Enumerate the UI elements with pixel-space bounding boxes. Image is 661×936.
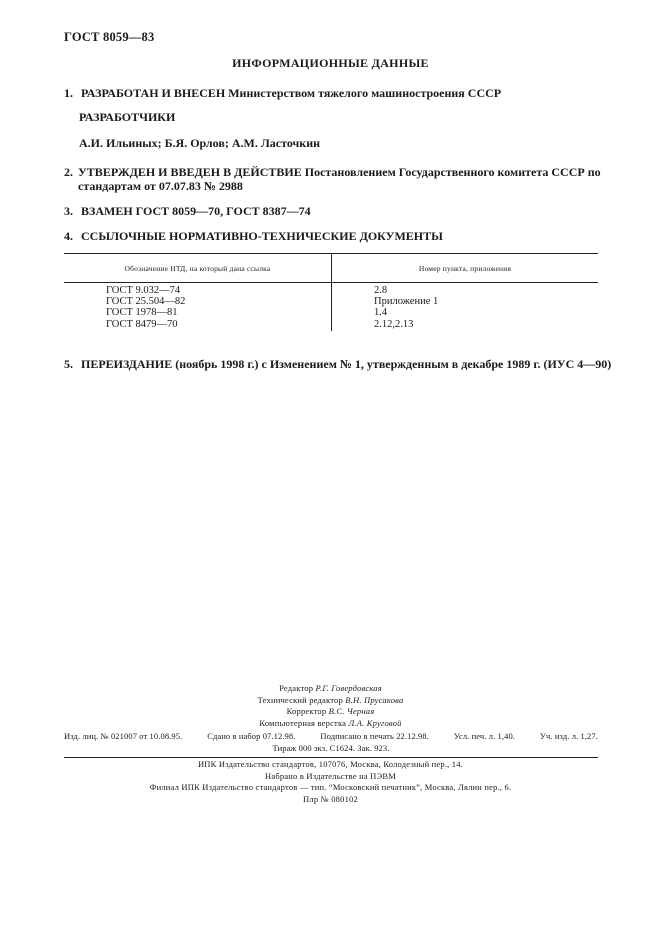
printing-line-1: ИПК Издательство стандартов, 107076, Москва, Колодезный пер., 14. [197, 759, 464, 769]
layout-name: Л.А. Круговой [348, 717, 402, 728]
signed-to-print-text: Подписано в печать 22.12.98. [320, 731, 429, 741]
item-number: 5. [64, 357, 73, 371]
item-text: ПЕРЕИЗДАНИЕ (ноябрь 1998 г.) с Изменением № 1, утвержденным в декабре 1989 г. (ИУС 4—90) [81, 357, 612, 371]
item-number: 2. [64, 165, 73, 179]
tech-editor-name: В.Н. Прусакова [345, 694, 404, 705]
tech-editor-label: Технический редактор [257, 694, 343, 705]
info-item-4 [64, 229, 443, 243]
layout-line [0, 718, 661, 730]
publisher-sheets-text: Уч. изд. л. 1,27. [539, 731, 598, 741]
corrector-label: Корректор [286, 706, 327, 716]
developers-names: А.И. Ильиных; Б.Я. Орлов; А.М. Ласточкин [79, 136, 321, 150]
table-cell: ГОСТ 1978—81 [106, 307, 178, 319]
editor-name: Р.Г. Говердовская [315, 683, 382, 693]
editor-label: Редактор [279, 683, 314, 693]
imprint-block [0, 683, 661, 729]
item-number: 3. [64, 204, 73, 218]
item-text: РАЗРАБОТАН И ВНЕСЕН Министерством тяжелого машиностроения СССР [81, 86, 502, 100]
tech-editor-line [0, 695, 661, 707]
circulation-text: Тираж 000 экз. С1624. Зак. 923. [272, 742, 390, 753]
document-column [64, 283, 332, 332]
print-sheets-text: Усл. печ. л. 1,40. [453, 731, 516, 741]
table-cell: Приложение 1 [374, 296, 439, 308]
item-text: ВЗАМЕН ГОСТ 8059—70, ГОСТ 8387—74 [81, 204, 311, 218]
table-row [64, 283, 598, 332]
license-text: Изд. лиц. № 021007 от 10.08.95. [64, 731, 183, 741]
table-cell: ГОСТ 25.504—82 [106, 296, 186, 308]
table-cell: ГОСТ 8479—70 [106, 318, 178, 330]
corrector-line [0, 706, 661, 718]
publication-details [64, 731, 598, 754]
table-cell: 2.12,2.13 [374, 318, 414, 330]
item-text-line2: стандартам от 07.07.83 № 2988 [78, 179, 243, 193]
column-header-document: Обозначение НТД, на который дана ссылка [64, 254, 332, 283]
printing-line-4: Плр № 080102 [303, 793, 358, 804]
sent-to-typeset-text: Сдано в набор 07.12.98. [207, 731, 296, 741]
item-text-line1: УТВЕРЖДЕН И ВВЕДЕН В ДЕЙСТВИЕ Постановлением Государственного комитета СССР по [78, 165, 601, 179]
item-number: 1. [64, 86, 73, 100]
document-code: ГОСТ 8059—83 [64, 30, 155, 44]
developers-heading: РАЗРАБОТЧИКИ [79, 110, 176, 124]
info-item-5 [64, 357, 611, 371]
references-table [64, 253, 598, 331]
printing-line-3: Филиал ИПК Издательство стандартов — тип. “Московский печатник”, Москва, Лялин пер., 6. [149, 782, 512, 792]
info-item-2 [64, 165, 601, 193]
editor-line [0, 683, 661, 695]
page-title: ИНФОРМАЦИОННЫЕ ДАННЫЕ [232, 56, 429, 70]
item-number: 4. [64, 229, 73, 243]
table-cell: ГОСТ 9.032—74 [106, 285, 181, 296]
table-cell: 2.8 [374, 285, 388, 296]
column-header-clause: Номер пункта, приложения [332, 254, 599, 283]
table-header-row [64, 254, 598, 283]
divider [64, 757, 598, 758]
clause-column [332, 283, 599, 332]
info-item-3 [64, 204, 311, 218]
corrector-name: В.С. Черная [328, 706, 375, 716]
printing-block [0, 759, 661, 805]
info-item-1 [64, 86, 501, 100]
printing-line-2: Набрано в Издательстве на ПЭВМ [265, 770, 396, 781]
table-cell: 1.4 [374, 307, 388, 319]
layout-label: Компьютерная верстка [259, 717, 347, 728]
item-text: ССЫЛОЧНЫЕ НОРМАТИВНО-ТЕХНИЧЕСКИЕ ДОКУМЕНТЫ [81, 229, 443, 243]
